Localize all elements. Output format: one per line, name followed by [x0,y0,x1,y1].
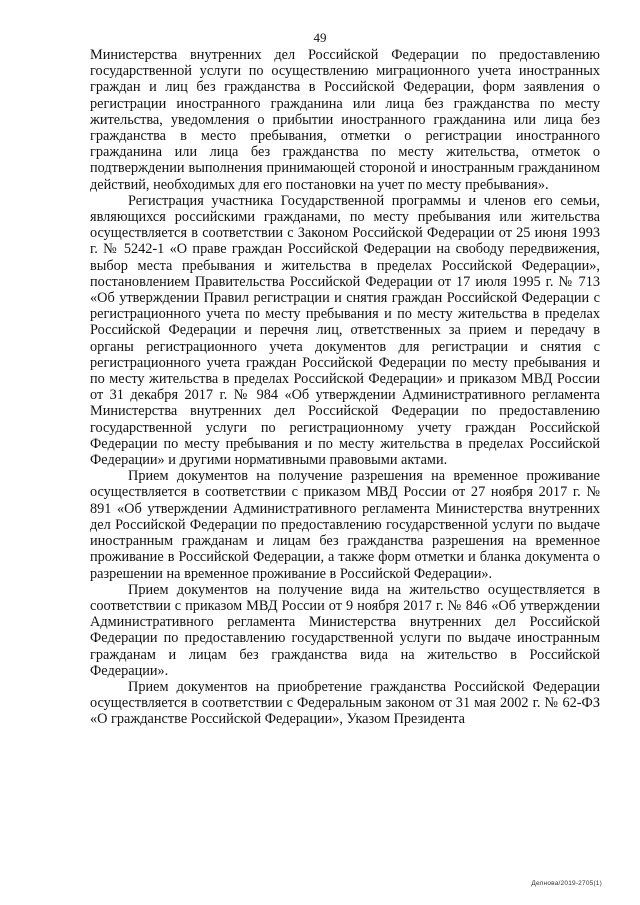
paragraph-temporary-residence: Прием документов на получение разрешения на временное проживание осуществляется в соответствии с приказом МВД России от 27 ноября 2017 г. № 891 «Об утверждении Административного регламента Министерства внутренних дел Российской Федерации по предоставлению государственной услуги по выдаче иностранным гражданам и лицам без гражданства разрешения на временное проживание в Российской Федерации, а также форм отметки и бланка документа о разрешении на временное проживание в Российской Федерации». [90,468,600,582]
paragraph-continuation: Министерства внутренних дел Российской Федерации по предоставлению государственной услуги по осуществлению миграционного учета иностранных граждан и лиц без гражданства в Российской Федерации, форм заявления о регистрации иностранного гражданина или лица без гражданства по месту жительства, уведомления о прибытии иностранного гражданина или лица без гражданства в место пребывания, отметки о регистрации иностранного гражданина или лица без гражданства по месту жительства, отметок о подтверждении выполнения принимающей стороной и иностранным гражданином действий, необходимых для его постановки на учет по месту пребывания». [90,47,600,193]
paragraph-citizenship: Прием документов на приобретение гражданства Российской Федерации осуществляется в соответствии с Федеральным законом от 31 мая 2002 г. № 62-ФЗ «О гражданстве Российской Федерации», Указом Президента [90,678,600,728]
body-text [90,47,600,728]
paragraph-registration: Регистрация участника Государственной программы и членов его семьи, являющихся российскими гражданами, по месту пребывания или жительства осуществляется в соответствии с Законом Российской Федерации от 25 июня 1993 г. № 5242-1 «О праве граждан Российской Федерации на свободу передвижения, выбор места пребывания и жительства в пределах Российской Федерации», постановлением Правительства Российской Федерации от 17 июля 1995 г. № 713 «Об утверждении Правил регистрации и снятия граждан Российской Федерации с регистрационного учета по месту пребывания и по месту жительства в пределах Российской Федерации и перечня лиц, ответственных за прием и передачу в органы регистрационного учета документов для регистрации и снятия с регистрационного учета граждан Российской Федерации по месту пребывания и по месту жительства в пределах Российской Федерации» и приказом МВД России от 31 декабря 2017 г. № 984 «Об утверждении Административного регламента Министерства внутренних дел Российской Федерации по предоставлению государственной услуги по регистрационному учету граждан Российской Федерации по месту пребывания и по месту жительства в пределах Российской Федерации» и другими нормативными правовыми актами. [90,192,600,469]
page-number: 49 [313,30,327,45]
paragraph-residence-permit: Прием документов на получение вида на жительство осуществляется в соответствии с приказом МВД России от 9 ноября 2017 г. № 846 «Об утверждении Административного регламента Министерства внутренних дел Российской Федерации по предоставлению государственной услуги по выдаче иностранным гражданам и лицам без гражданства вида на жительство в Российской Федерации». [90,581,600,679]
footer-document-code: Делнова/2019-2705(1) [531,880,602,887]
